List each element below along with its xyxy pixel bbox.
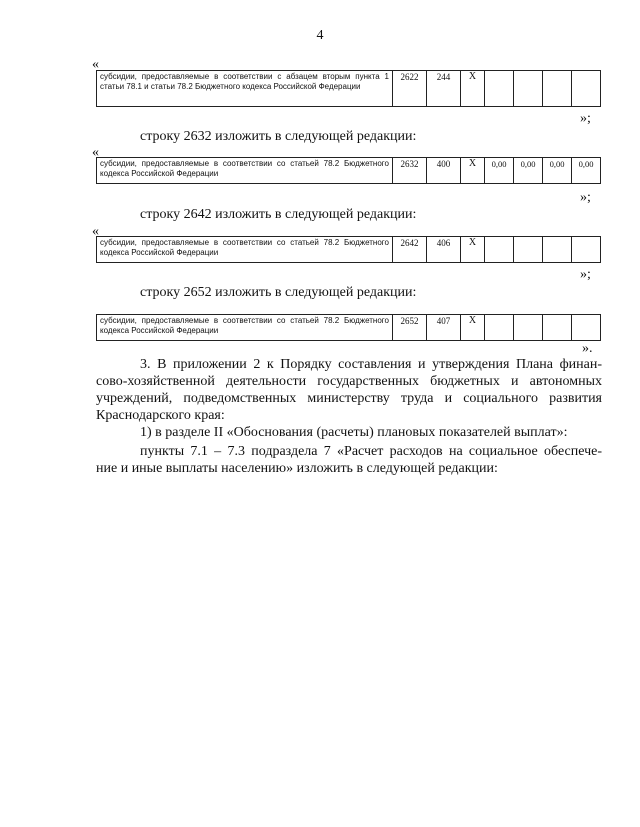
open-quote: « (92, 145, 99, 160)
paragraph-3-line-3: учреждений, подведомственных министерству труда и социального развития (96, 391, 602, 406)
row-description: субсидии, предоставляемые в соответствии со статьей 78.2 Бюджетного кодекса Российской Федерации (97, 158, 393, 184)
row-code: 2642 (393, 237, 427, 263)
paragraph-3-line-1: 3. В приложении 2 к Порядку составления и утверждения Плана финан- (140, 357, 602, 372)
row-value (514, 237, 543, 263)
items-paragraph-line-2: ние и иные выплаты населению» изложить в следующей редакции: (96, 461, 498, 476)
row-value (543, 71, 572, 107)
table-row-2622 (96, 70, 601, 107)
item-1-text: 1) в разделе II «Обоснования (расчеты) плановых показателей выплат»: (140, 425, 568, 440)
table-row-2632 (96, 157, 601, 184)
row-value (572, 315, 601, 341)
row-kbk: 407 (427, 315, 461, 341)
row-code: 2622 (393, 71, 427, 107)
close-quote: ». (582, 341, 593, 356)
paragraph-3-line-4: Краснодарского края: (96, 408, 225, 423)
heading-row-2642: строку 2642 изложить в следующей редакции: (140, 207, 417, 222)
close-quote: »; (580, 111, 591, 126)
row-value: 0,00 (543, 158, 572, 184)
row-value (543, 315, 572, 341)
page-number: 4 (316, 28, 324, 43)
table-row-2642 (96, 236, 601, 263)
row-description: субсидии, предоставляемые в соответствии с абзацем вторым пункта 1 статьи 78.1 и статьи 78.2 Бюджетного кодекса Российской Федерации (97, 71, 393, 107)
close-quote: »; (580, 190, 591, 205)
row-value (485, 71, 514, 107)
row-kbk: 400 (427, 158, 461, 184)
table-row-2652 (96, 314, 601, 341)
close-quote: »; (580, 267, 591, 282)
row-x-mark: X (461, 71, 485, 107)
row-value (514, 71, 543, 107)
paragraph-3-line-2: сово-хозяйственной деятельности государственных бюджетных и автономных (96, 374, 602, 389)
row-value: 0,00 (514, 158, 543, 184)
heading-row-2632: строку 2632 изложить в следующей редакции: (140, 129, 417, 144)
row-kbk: 244 (427, 71, 461, 107)
open-quote: « (92, 224, 99, 239)
row-x-mark: X (461, 237, 485, 263)
items-paragraph-line-1: пункты 7.1 – 7.3 подраздела 7 «Расчет расходов на социальное обеспече- (140, 444, 602, 459)
row-x-mark: X (461, 158, 485, 184)
row-kbk: 406 (427, 237, 461, 263)
row-value (543, 237, 572, 263)
row-x-mark: X (461, 315, 485, 341)
row-code: 2632 (393, 158, 427, 184)
heading-row-2652: строку 2652 изложить в следующей редакции: (140, 285, 417, 300)
row-value (572, 237, 601, 263)
row-description: субсидии, предоставляемые в соответствии со статьей 78.2 Бюджетного кодекса Российской Федерации (97, 315, 393, 341)
row-description: субсидии, предоставляемые в соответствии со статьей 78.2 Бюджетного кодекса Российской Федерации (97, 237, 393, 263)
row-value: 0,00 (572, 158, 601, 184)
row-code: 2652 (393, 315, 427, 341)
row-value (572, 71, 601, 107)
row-value (485, 315, 514, 341)
row-value (514, 315, 543, 341)
open-quote: « (92, 57, 99, 72)
row-value: 0,00 (485, 158, 514, 184)
row-value (485, 237, 514, 263)
